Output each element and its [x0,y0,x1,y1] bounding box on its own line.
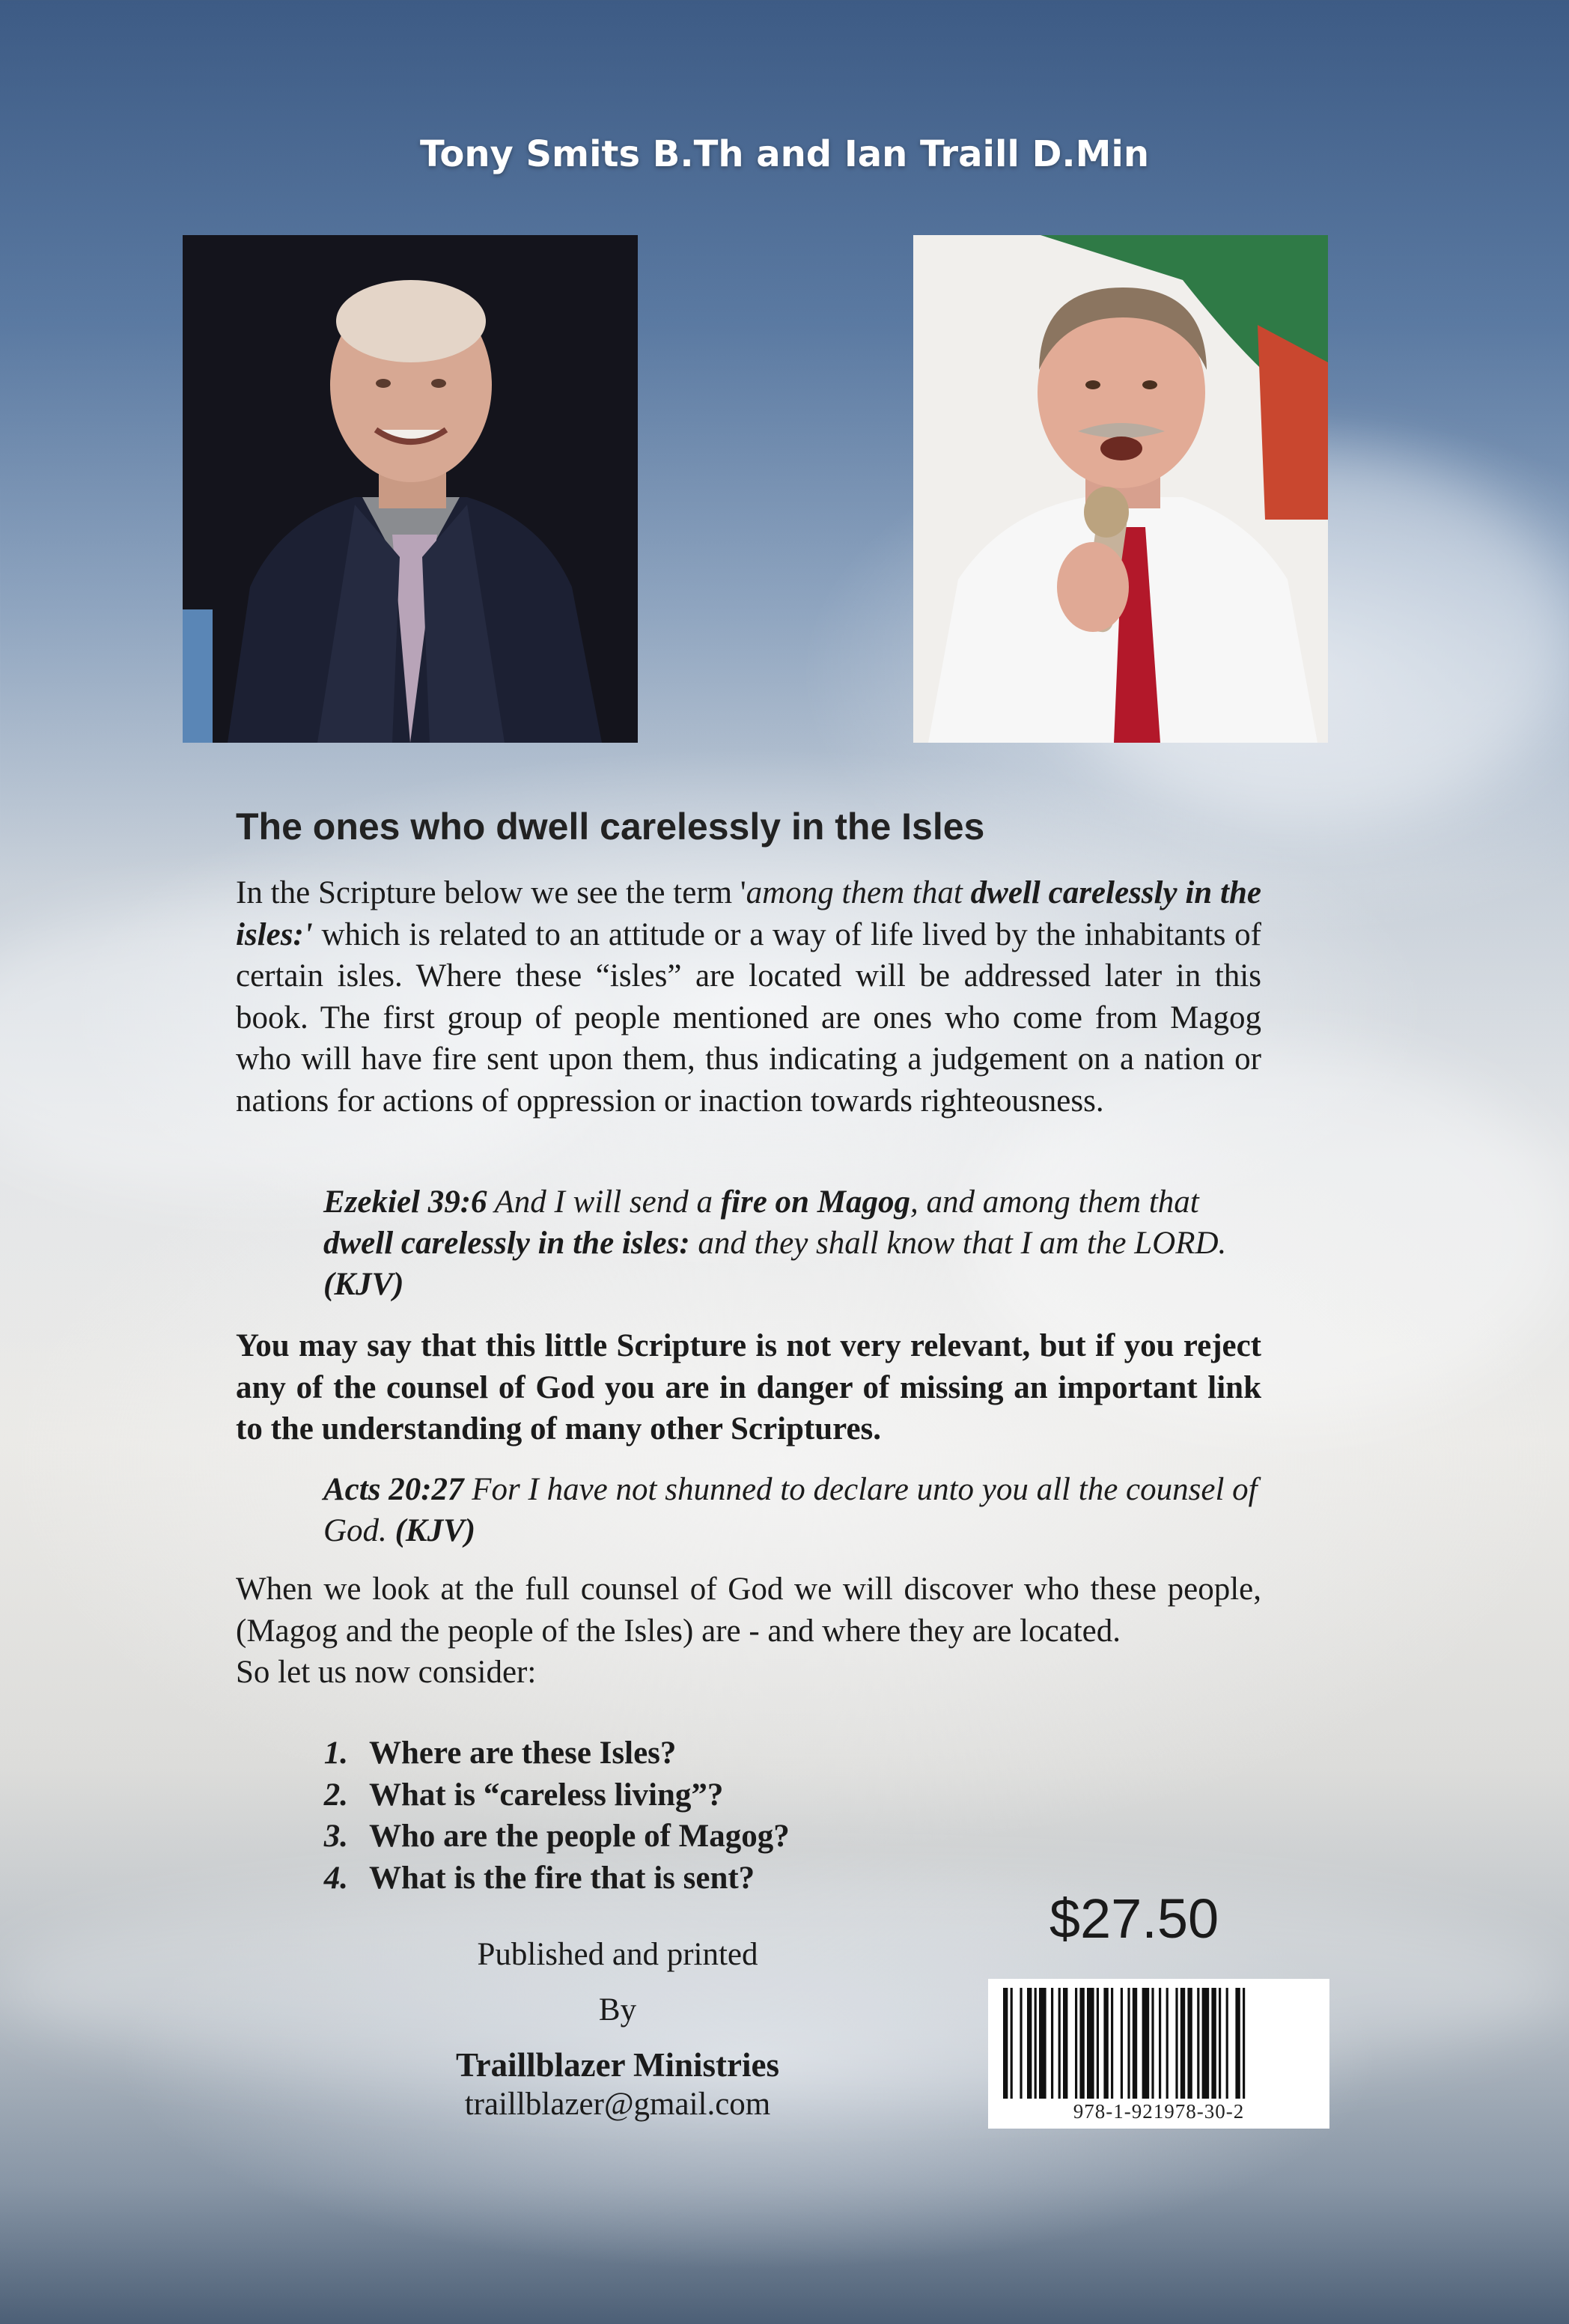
list-text: Where are these Isles? [369,1736,677,1771]
quote-strong: fire on Magog [720,1184,910,1220]
quote-reference: Acts 20:27 [323,1472,464,1507]
list-number: 2. [323,1777,348,1813]
authors-title: Tony Smits B.Th and Ian Traill D.Min [419,133,1150,175]
price-label: $27.50 [1049,1888,1219,1950]
quote-text: and they shall know that I am the LORD. [689,1226,1227,1261]
quote-text: And I will send a [487,1184,721,1220]
list-number: 4. [323,1860,348,1896]
intro-text: In the Scripture below we see the term ' [236,875,746,910]
list-text: What is “careless living”? [369,1777,724,1813]
author-photo-right [913,235,1328,743]
publisher-email: traillblazer@gmail.com [464,2087,771,2122]
quote-text: For I have not shunned to declare unto you all the counsel of God. [323,1472,1258,1548]
scripture-quote-acts [323,1469,1263,1551]
closing-text: When we look at the full counsel of God we will discover who these people, (Magog and the people of the Isles) are - and where they are located. [236,1572,1261,1649]
section-heading: The ones who dwell carelessly in the Isles [236,806,985,848]
emphasis-paragraph: You may say that this little Scripture is not very relevant, but if you reject any of the counsel of God you are in danger of missing an important link to the understanding of many other Scriptures. [236,1328,1261,1447]
list-item [292,1858,790,1899]
list-item [292,1816,790,1858]
questions-list [292,1733,790,1899]
quote-strong: dwell carelessly in the isles: [323,1226,690,1261]
list-number: 3. [323,1819,348,1854]
list-item [292,1733,790,1774]
quote-version: (KJV) [394,1513,476,1548]
portrait-illustration [913,235,1328,743]
isbn-number: 978-1-921978-30-2 [1073,2100,1245,2123]
author-photo-left [183,235,638,743]
list-item [292,1774,790,1816]
consider-line: So let us now consider: [236,1655,537,1690]
intro-emphasis: among them that [746,875,971,910]
intro-paragraph [236,872,1261,1122]
quote-version: (KJV) [323,1267,404,1302]
barcode [988,1979,1329,2129]
intro-strong: dwell carelessly in the isles:' [236,875,1261,952]
barcode-bars [1003,1988,1314,2099]
published-line: Published and printed [477,1937,758,1972]
list-text: What is the fire that is sent? [369,1860,755,1896]
quote-text: , and among them that [910,1184,1199,1220]
quote-reference: Ezekiel 39:6 [323,1184,487,1220]
list-text: Who are the people of Magog? [369,1819,790,1854]
portrait-illustration [183,235,638,743]
scripture-quote-ezekiel [323,1181,1263,1305]
closing-paragraph [236,1569,1261,1694]
publisher-name: Traillblazer Ministries [455,2046,779,2084]
list-number: 1. [323,1736,348,1771]
intro-text-rest: which is related to an attitude or a way of life lived by the inhabitants of certain isles. Where these “isles” are located will be addressed later in this book. The first group of people mentioned are ones who come from Magog who will have fire sent upon them, thus indicating a judgement on a nation or nations for actions of oppression or inaction towards righteousness. [236,916,1261,1119]
by-line: By [598,1992,637,2028]
